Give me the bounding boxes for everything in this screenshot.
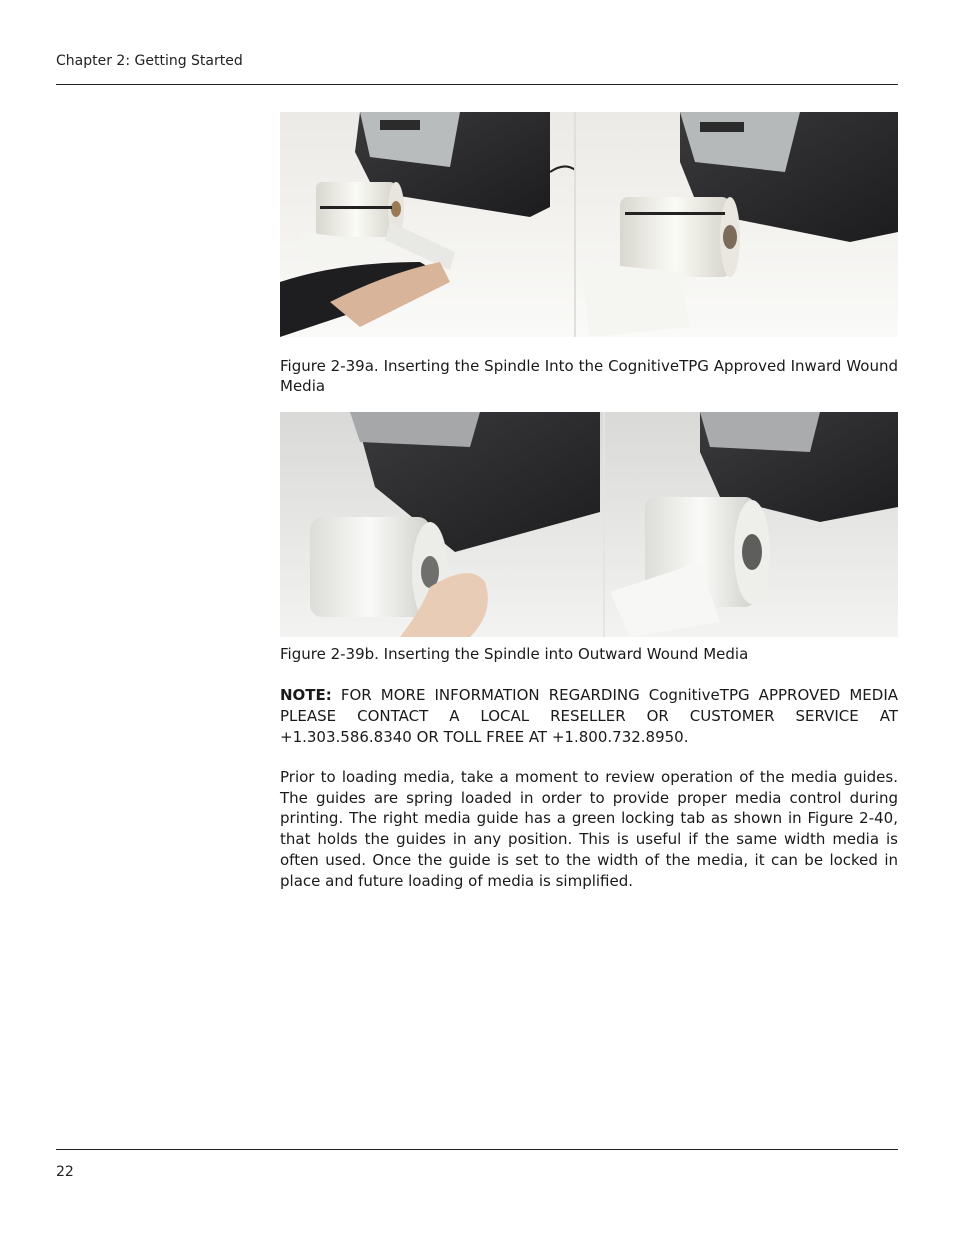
media-note	[280, 685, 898, 748]
chapter-header: Chapter 2: Getting Started	[56, 53, 243, 69]
page-number: 22	[56, 1164, 74, 1180]
media-guides-paragraph: Prior to loading media, take a moment to review operation of the media guides. The guides are spring loaded in order to provide proper media control during printing. The right media guide has a green locking tab as shown in Figure 2-40, that holds the guides in any position. This is useful if the same width media is often used. Once the guide is set to the width of the media, it can be locked in place and future loading of media is simplified.	[280, 768, 898, 890]
figure-2-39b-photo	[280, 412, 898, 637]
note-text: FOR MORE INFORMATION REGARDING CognitiveTPG APPROVED MEDIA PLEASE CONTACT A LOCAL RESELLER OR CUSTOMER SERVICE AT +1.303.586.8340 OR TOLL FREE AT +1.800.732.8950.	[280, 686, 898, 746]
figure-2-39b-caption: Figure 2-39b. Inserting the Spindle into Outward Wound Media	[280, 645, 749, 663]
footer-rule	[56, 1149, 898, 1150]
note-label: NOTE:	[280, 686, 332, 704]
figure-2-39a-caption: Figure 2-39a. Inserting the Spindle Into the CognitiveTPG Approved Inward Wound Media	[280, 357, 898, 395]
header-rule	[56, 84, 898, 85]
figure-2-39a-photo	[280, 112, 898, 337]
